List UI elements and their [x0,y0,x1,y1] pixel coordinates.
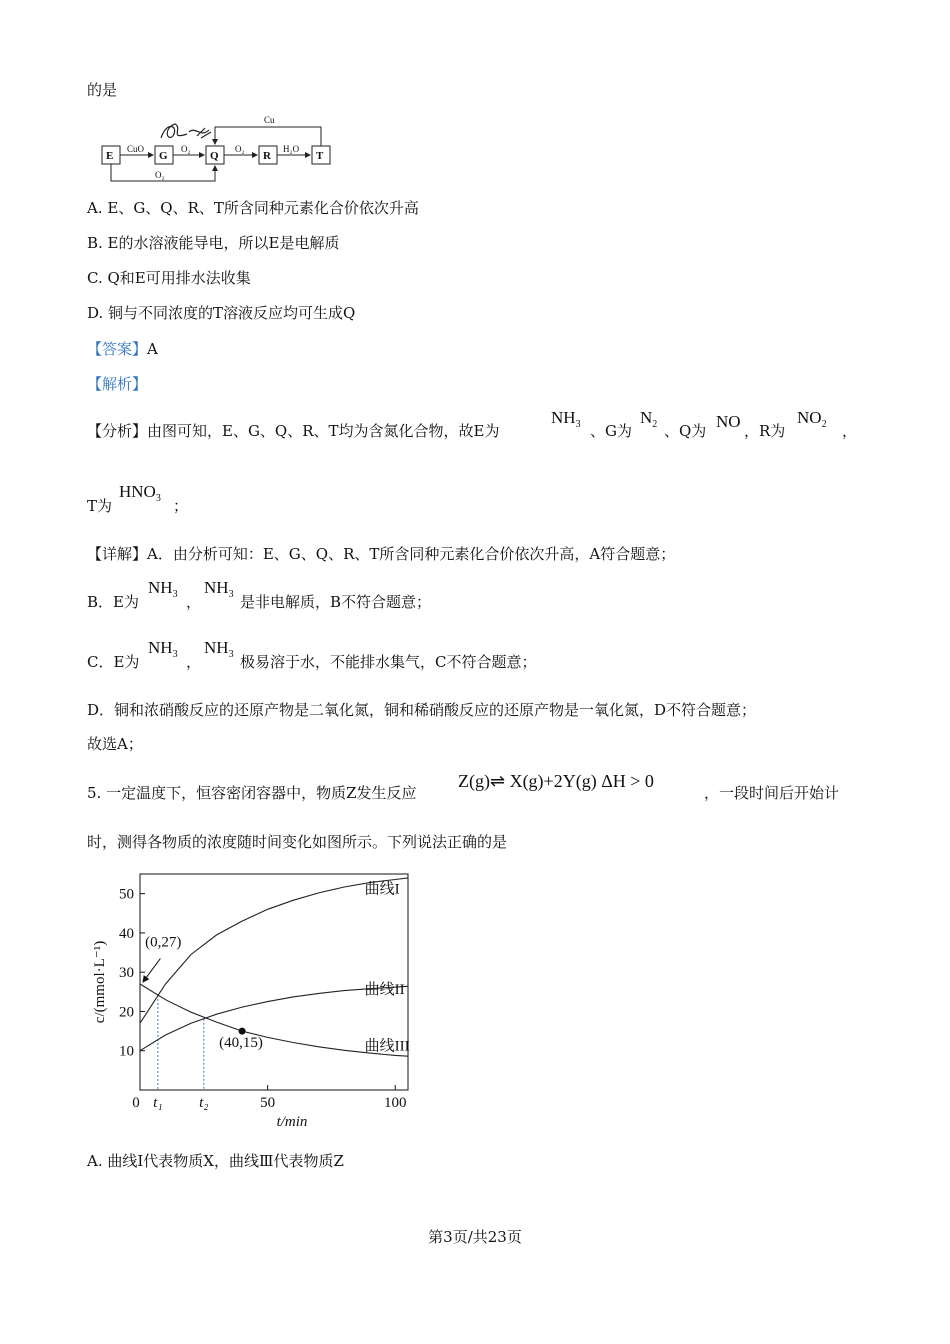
detail-c-1: C．E为 [87,653,140,671]
y-tick-label: 30 [119,965,134,982]
scribble-mark [161,124,211,138]
detail-d: D．铜和浓硝酸反应的还原产物是二氧化氮，铜和稀硝酸反应的还原产物是一氧化氮，D不符合题意； [87,701,757,719]
top-text: 的是 [87,81,118,99]
q5-line1b: ，一段时间后开始计 [704,784,840,802]
formula-no2: $NO_2$ [797,408,827,430]
detail-b-2: ， [186,593,202,611]
t-marker-label: t₂ [199,1095,209,1111]
svg-text:O₂: O₂ [181,144,191,154]
y-tick-label: 20 [119,1004,134,1021]
q5-line1a: 5. 一定温度下，恒容密闭容器中，物质Z发生反应 [87,784,417,802]
formula-nh3: $NH_3$ [551,408,581,430]
svg-text:T: T [316,150,324,162]
page-footer: 第3页/共23页 [428,1228,522,1246]
svg-text:Cu: Cu [264,115,275,125]
option-d: D. 铜与不同浓度的T溶液反应均可生成Q [87,304,356,322]
fenxi-end: ； [173,497,189,515]
concentration-chart [80,860,420,1135]
formula-n2: $N_2$ [640,408,658,430]
analysis-tag: 【解析】 [87,375,148,393]
annotation-point [239,1028,246,1035]
svg-text:E: E [106,150,114,162]
series-label-3: 曲线III [364,1038,410,1055]
fenxi-text-3: 、Q为 [664,422,707,440]
fenxi-text-2: 、G为 [590,422,632,440]
formula-nh3-c2: $NH_3$ [204,638,234,660]
fenxi-text-1: 【分析】由图可知，E、G、Q、R、T均为含氮化合物，故E为 [87,422,500,440]
svg-text:O₂: O₂ [155,170,165,180]
svg-text:O₂: O₂ [235,144,245,154]
conclusion: 故选A； [87,735,143,753]
series-label-2: 曲线II [364,981,405,998]
x-tick-label: 50 [260,1095,276,1111]
formula-nh3-b1: $NH_3$ [148,578,178,600]
q5-line2: 时，测得各物质的浓度随时间变化如图所示。下列说法正确的是 [87,833,508,851]
answer-tag: 【答案】 [87,340,148,358]
y-tick-label: 40 [119,925,134,942]
option-b: B. E的水溶液能导电，所以E是电解质 [87,234,340,252]
svg-text:G: G [159,150,168,162]
q5-reaction: Z(g)⇌ X(g)+2Y(g) ΔH > 0 [458,771,654,791]
detail-b-3: 是非电解质，B不符合题意； [240,593,432,611]
x-tick-label: 0 [132,1095,140,1111]
t-marker-label: t₁ [153,1095,163,1111]
option-a: A. E、G、Q、R、T所含同种元素化合价依次升高 [87,199,419,217]
answer-line [87,339,158,359]
xiangjie-a: 【详解】A．由分析可知：E、G、Q、R、T所含同种元素化合价依次升高，A符合题意； [87,545,676,563]
fenxi-text-5: ， [842,422,858,440]
svg-text:H₂O: H₂O [283,144,300,154]
svg-text:CuO: CuO [127,144,145,154]
annotation-arrow [143,958,160,982]
x-tick-label: 100 [383,1095,407,1111]
y-tick-label: 10 [119,1043,134,1060]
series-label-1: 曲线I [364,881,400,898]
detail-c-3: 极易溶于水，不能排水集气，C不符合题意； [240,653,537,671]
formula-nh3-c1: $NH_3$ [148,638,178,660]
svg-text:R: R [263,150,271,162]
x-axis-label: t/min [276,1114,308,1130]
detail-b-1: B．E为 [87,593,139,611]
q5-option-a: A. 曲线Ⅰ代表物质X，曲线Ⅲ代表物质Z [87,1152,344,1170]
svg-text:Q: Q [210,150,219,162]
formula-hno3: $HNO_3$ [119,482,161,504]
option-c: C. Q和E可用排水法收集 [87,269,251,287]
formula-nh3-b2: $NH_3$ [204,578,234,600]
formula-no: NO [716,412,741,431]
fenxi-t-label: T为 [87,497,113,515]
y-axis-label: c/(mmol·L⁻¹) [92,940,108,1024]
y-tick-label: 50 [119,886,134,903]
annotation-40-15: (40,15) [219,1034,263,1051]
conversion-diagram [97,108,357,188]
fenxi-text-4: ，R为 [744,422,786,440]
annotation-0-27: (0,27) [145,934,182,951]
detail-c-2: ， [186,653,202,671]
answer-value: A [147,340,158,358]
